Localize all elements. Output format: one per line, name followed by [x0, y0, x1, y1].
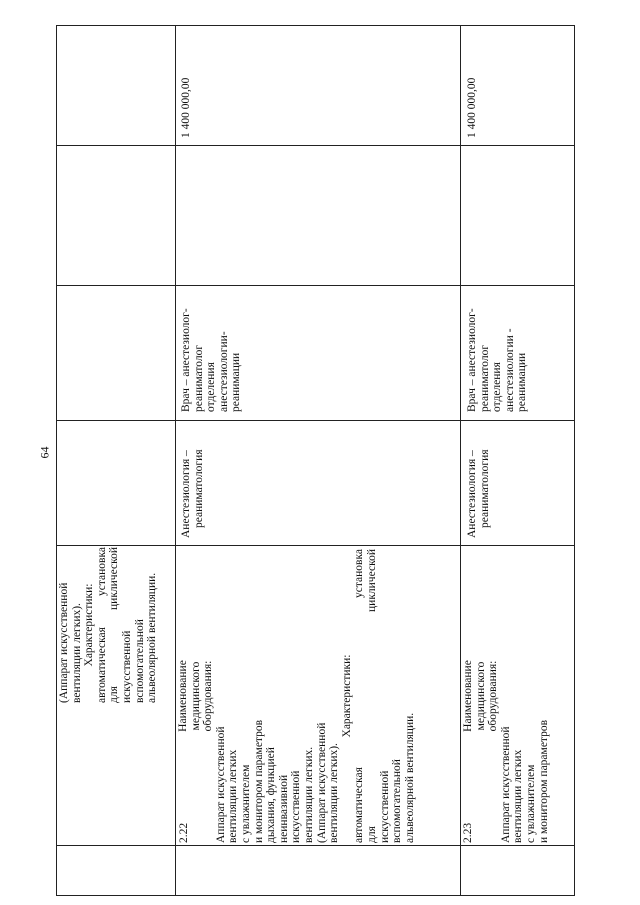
row3-price: 1 400 000,00: [466, 77, 478, 138]
text-line: Анестезиология –: [466, 450, 478, 538]
text-line: Характеристики:: [83, 583, 96, 667]
row2-position: [180, 292, 243, 412]
text-line: реаниматолог: [478, 344, 491, 412]
text-line: вспомогательной: [391, 759, 404, 843]
text-line: искусственной: [378, 770, 391, 843]
text-line: вентиляции легких).: [70, 603, 83, 703]
text-line: реаниматолог: [192, 344, 205, 412]
text-line: альвеолярной вентиляции.: [403, 712, 416, 843]
text-line: анестезиологии -: [503, 328, 516, 412]
text-line: неинвазивной: [277, 774, 290, 843]
text-line: (Аппарат искусственной: [315, 722, 328, 843]
text-line: Характеристики:: [340, 654, 353, 738]
column-divider: [56, 145, 575, 146]
row-divider: [460, 25, 461, 896]
page-number: 64: [37, 446, 52, 459]
row3-position: [466, 292, 529, 412]
row2-price: 1 400 000,00: [180, 77, 192, 138]
text-line: Аппарат искусственной: [499, 726, 512, 843]
text-line: и монитором параметров: [537, 719, 550, 843]
text-line: Наименование: [177, 660, 189, 732]
text-line: оборудования:: [487, 660, 500, 732]
text-line: оборудования:: [202, 660, 215, 732]
text-line: вентиляции легких: [227, 749, 240, 843]
text-line: вентиляции легких).: [328, 743, 341, 843]
text-line: вентиляции легких.: [302, 746, 315, 843]
text-line: реаниматология: [192, 449, 205, 528]
text-line: и монитором параметров: [252, 719, 265, 843]
text-line: для циклической: [365, 549, 378, 843]
row3-specialty: [466, 423, 491, 538]
text-line: медицинского: [189, 661, 202, 731]
text-line: отделения: [491, 362, 504, 412]
row-divider: [175, 25, 176, 896]
column-divider: [56, 420, 575, 421]
text-line: Анестезиология –: [180, 450, 192, 538]
column-divider: [56, 545, 575, 546]
text-line: медицинского: [474, 661, 487, 731]
text-line: Врач – анестезиолог-: [180, 308, 192, 412]
text-line: анестезиологии-: [217, 331, 230, 412]
row3-number: 2.23: [462, 822, 474, 843]
text-line: с увлажнителем: [524, 764, 537, 843]
text-line: вспомогательной: [133, 619, 146, 703]
column-divider: [56, 285, 575, 286]
text-line: вентиляции легких: [512, 749, 525, 843]
row2-number: 2.22: [178, 822, 190, 843]
text-line: дыхания, функцией: [265, 747, 278, 843]
row1-description: [58, 547, 159, 703]
text-line: альвеолярной вентиляции.: [146, 572, 159, 703]
text-line: автоматическая установка: [95, 547, 108, 703]
text-line: искусственной: [290, 770, 303, 843]
text-line: искусственной: [120, 630, 133, 703]
row2-description: [177, 549, 416, 843]
row2-specialty: [180, 423, 205, 538]
text-line: с увлажнителем: [239, 764, 252, 843]
text-line: автоматическая установка: [353, 549, 366, 843]
row3-description: [462, 549, 550, 843]
text-line: Врач – анестезиолог-: [466, 308, 478, 412]
text-line: (Аппарат искусственной: [58, 582, 70, 703]
text-line: Аппарат искусственной: [214, 726, 227, 843]
column-divider: [56, 845, 575, 846]
text-line: реаниматология: [478, 449, 491, 528]
text-line: реанимации: [516, 352, 529, 412]
text-line: реанимации: [230, 352, 243, 412]
text-line: для циклической: [108, 547, 121, 703]
text-line: отделения: [205, 362, 218, 412]
text-line: Наименование: [462, 660, 474, 732]
